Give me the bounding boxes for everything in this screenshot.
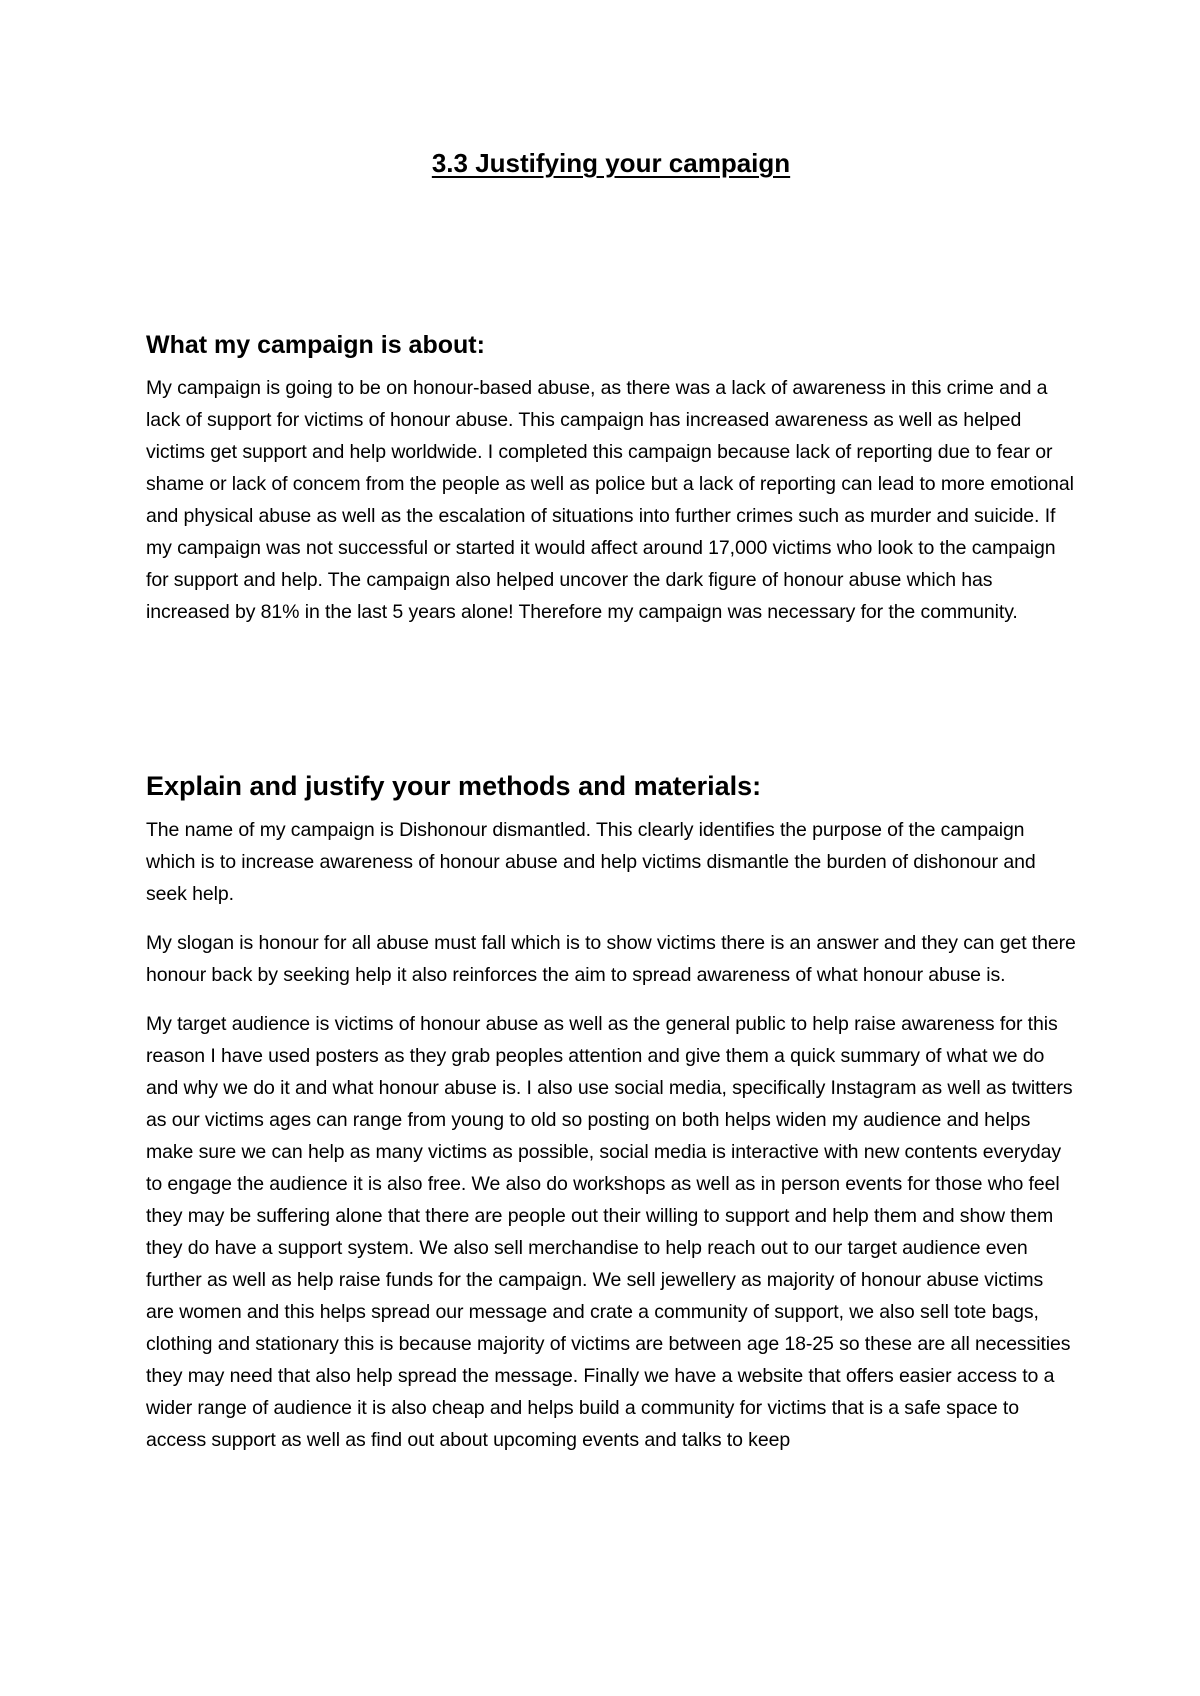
- paragraph-campaign-name: The name of my campaign is Dishonour dismantled. This clearly identifies the purpose of the campaign which is to increase awareness of honour abuse and help victims dismantle the burden of dishonour and seek help.: [146, 819, 1036, 906]
- section-methods-materials: [146, 770, 1076, 1456]
- paragraph-about: My campaign is going to be on honour-based abuse, as there was a lack of awareness in this crime and a lack of support for victims of honour abuse. This campaign has increased awareness as well as helped victims get support and help worldwide. I completed this campaign because lack of reporting due to fear or shame or lack of concem from the people as well as police but a lack of reporting can lead to more emotional and physical abuse as well as the escalation of situations into further crimes such as murder and suicide. If my campaign was not successful or started it would affect around 17,000 victims who look to the campaign for support and help. The campaign also helped uncover the dark figure of honour abuse which has increased by 81% in the last 5 years alone! Therefore my campaign was necessary for the community.: [146, 377, 1074, 623]
- paragraph-slogan: My slogan is honour for all abuse must fall which is to show victims there is an answer and they can get there honour back by seeking help it also reinforces the aim to spread awareness of what honour abuse is.: [146, 932, 1076, 987]
- section-campaign-about: [146, 330, 1076, 628]
- paragraph-target-audience: My target audience is victims of honour abuse as well as the general public to help raise awareness for this reason I have used posters as they grab peoples attention and give them a quick summary of what we do and why we do it and what honour abuse is. I also use social media, specifically Instagram as well as twitters as our victims ages can range from young to old so posting on both helps widen my audience and helps make sure we can help as many victims as possible, social media is interactive with new contents everyday to engage the audience it is also free. We also do workshops as well as in person events for those who feel they may be suffering alone that there are people out their willing to support and help them and show them they do have a support system. We also sell merchandise to help reach out to our target audience even further as well as help raise funds for the campaign. We sell jewellery as majority of honour abuse victims are women and this helps spread our message and crate a community of support, we also sell tote bags, clothing and stationary this is because majority of victims are between age 18-25 so these are all necessities they may need that also help spread the message. Finally we have a website that offers easier access to a wider range of audience it is also cheap and helps build a community for victims that is a safe space to access support as well as find out about upcoming events and talks to keep: [146, 1013, 1073, 1452]
- section-heading-about: What my campaign is about:: [146, 331, 485, 359]
- section-heading-methods: Explain and justify your methods and materials:: [146, 771, 762, 801]
- document-title: 3.3 Justifying your campaign: [431, 148, 791, 178]
